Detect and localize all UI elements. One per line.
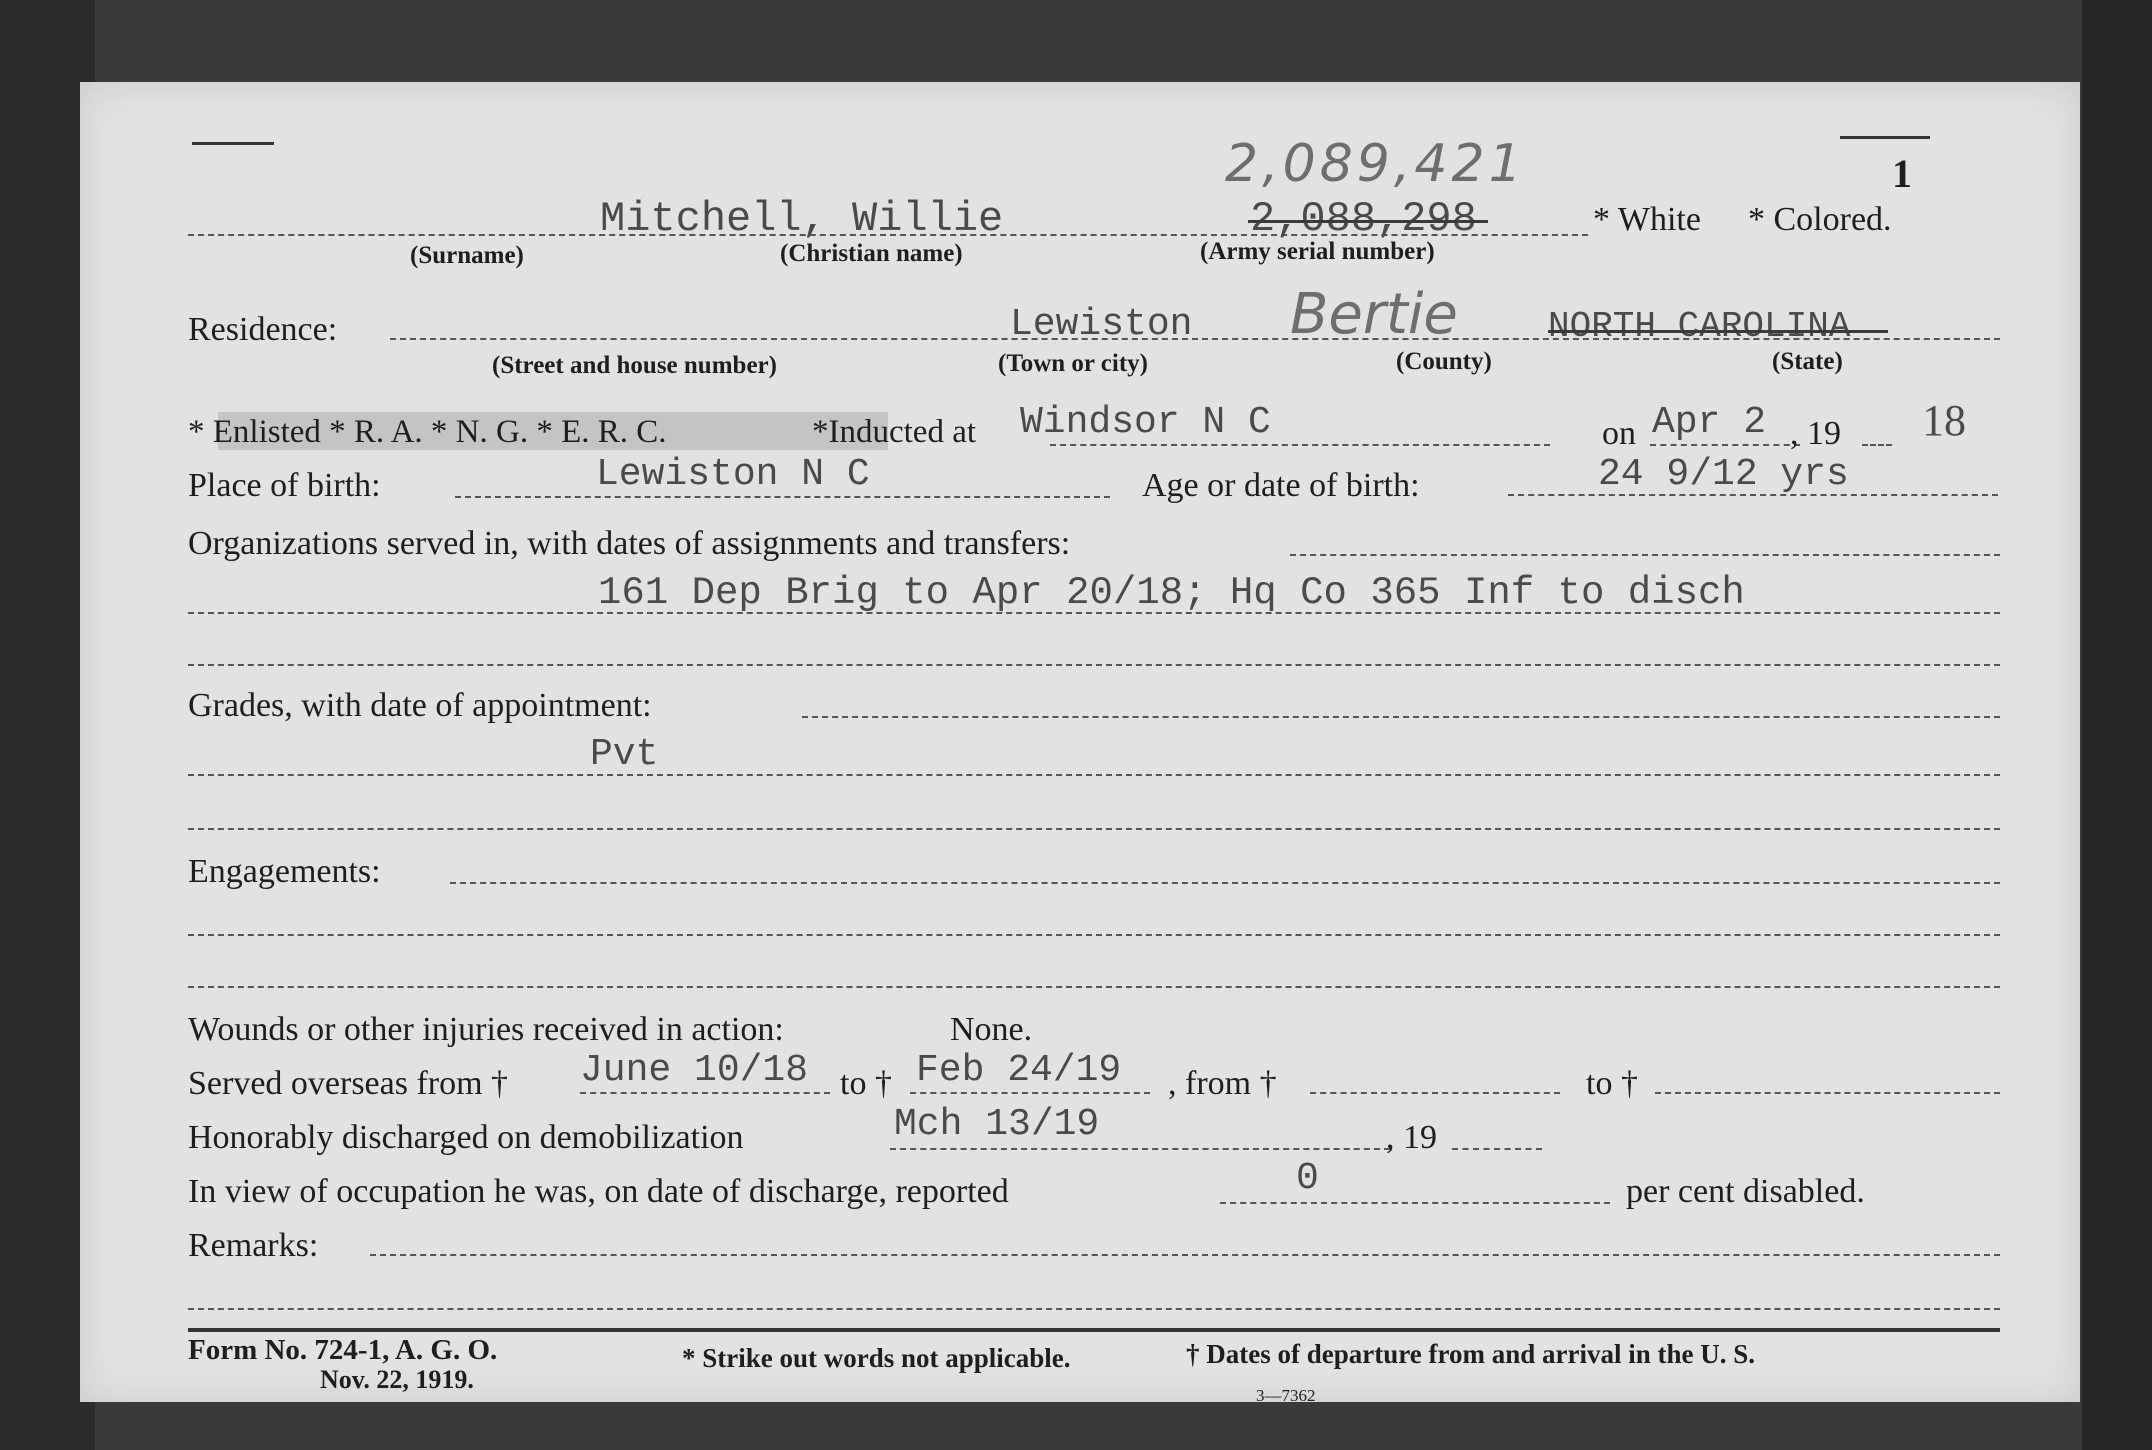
top-left-rule: [192, 142, 274, 145]
year-line: [1862, 444, 1892, 446]
grades-label: Grades, with date of appointment:: [188, 687, 652, 724]
service-record-card: [80, 82, 2080, 1405]
disability-line: [1220, 1202, 1610, 1204]
handwritten-serial: 2,089,421: [1225, 134, 1526, 194]
inducted-label: *Inducted at: [812, 414, 977, 450]
overseas-from-label: Served overseas from †: [188, 1065, 509, 1102]
race-colored-option: * Colored.: [1748, 201, 1892, 238]
overseas-to-label: to †: [840, 1065, 892, 1102]
second-to-label: to †: [1586, 1065, 1638, 1102]
form-date: Nov. 22, 1919.: [320, 1365, 474, 1394]
occupation-label: In view of occupation he was, on date of discharge, reported: [188, 1173, 1009, 1210]
wounds-value: None.: [950, 1011, 1033, 1048]
grade-entry: Pvt: [590, 733, 659, 776]
grades-label-line: [802, 716, 2000, 718]
place-of-birth-label: Place of birth:: [188, 467, 381, 504]
county-caption: (County): [1396, 348, 1492, 375]
remarks-line-1: [370, 1254, 2000, 1256]
on-label: on: [1602, 415, 1636, 452]
discharge-date-line: [890, 1148, 1390, 1150]
form-number: Form No. 724-1, A. G. O.: [188, 1334, 498, 1366]
organizations-line-2: [188, 664, 2000, 666]
residence-state: NORTH CAROLINA: [1548, 306, 1851, 347]
state-strikethrough: [1548, 330, 1888, 333]
second-to-line: [1655, 1092, 2000, 1094]
engagements-line-2: [188, 986, 2000, 988]
wounds-label: Wounds or other injuries received in action:: [188, 1011, 784, 1048]
overseas-to-line: [910, 1092, 1150, 1094]
street-caption: (Street and house number): [492, 352, 777, 379]
army-serial-typed: 2,088,298: [1250, 195, 1477, 243]
engagements-line-1: [188, 934, 2000, 936]
place-of-birth-line: [455, 496, 1110, 498]
engagements-label: Engagements:: [188, 853, 381, 890]
year-prefix: , 19: [1790, 415, 1841, 452]
second-from-line: [1310, 1092, 1560, 1094]
print-code: 3—7362: [1256, 1386, 1316, 1405]
induction-year: 18: [1922, 396, 1966, 445]
disability-percent: 0: [1296, 1157, 1319, 1200]
surname-caption: (Surname): [410, 242, 524, 269]
footer-rule: [188, 1328, 2000, 1332]
town-caption: (Town or city): [998, 350, 1148, 377]
overseas-to-date: Feb 24/19: [916, 1049, 1122, 1092]
second-from-label: , from †: [1168, 1065, 1277, 1102]
discharge-year-line: [1452, 1148, 1542, 1150]
army-serial-caption: (Army serial number): [1200, 238, 1435, 265]
place-of-birth: Lewiston N C: [596, 453, 870, 496]
inducted-place: Windsor N C: [1020, 401, 1271, 444]
organizations-label-line: [1290, 554, 2000, 556]
organizations-label: Organizations served in, with dates of assignments and transfers:: [188, 525, 1071, 562]
discharge-date: Mch 13/19: [894, 1103, 1100, 1146]
grades-line-2: [188, 828, 2000, 830]
residence-label: Residence:: [188, 311, 338, 348]
dates-note: † Dates of departure from and arrival in the U. S.: [1186, 1339, 1755, 1369]
remarks-line-2: [188, 1308, 2000, 1310]
enlisted-options: * Enlisted * R. A. * N. G. * E. R. C.: [188, 414, 667, 450]
age-value: 24 9/12 yrs: [1598, 453, 1849, 496]
race-white-option: * White: [1593, 201, 1701, 238]
induction-date: Apr 2: [1652, 401, 1767, 444]
age-label: Age or date of birth:: [1142, 467, 1420, 504]
residence-town: Lewiston: [1010, 303, 1193, 346]
remarks-label: Remarks:: [188, 1227, 319, 1264]
residence-county: Bertie: [1290, 282, 1458, 347]
christian-name-caption: (Christian name): [780, 240, 963, 267]
discharged-label: Honorably discharged on demobilization: [188, 1119, 744, 1156]
serial-strikethrough: [1248, 220, 1488, 223]
organizations-entry: 161 Dep Brig to Apr 20/18; Hq Co 365 Inf to disch: [598, 571, 1745, 615]
discharge-year-label: , 19: [1386, 1119, 1437, 1156]
induction-date-line: [1650, 444, 1800, 446]
inducted-line: [1050, 444, 1550, 446]
overseas-from-date: June 10/18: [580, 1049, 809, 1092]
page-number: 1: [1892, 151, 1912, 196]
grades-line-1: [188, 774, 2000, 776]
soldier-name: Mitchell, Willie: [600, 195, 1004, 243]
state-caption: (State): [1772, 348, 1843, 375]
strike-note: * Strike out words not applicable.: [682, 1343, 1071, 1373]
disabled-label: per cent disabled.: [1626, 1173, 1865, 1210]
overseas-from-line: [580, 1092, 830, 1094]
page-number-rule: [1840, 136, 1930, 139]
scan-border-right: [2082, 0, 2152, 1450]
engagements-label-line: [450, 882, 2000, 884]
